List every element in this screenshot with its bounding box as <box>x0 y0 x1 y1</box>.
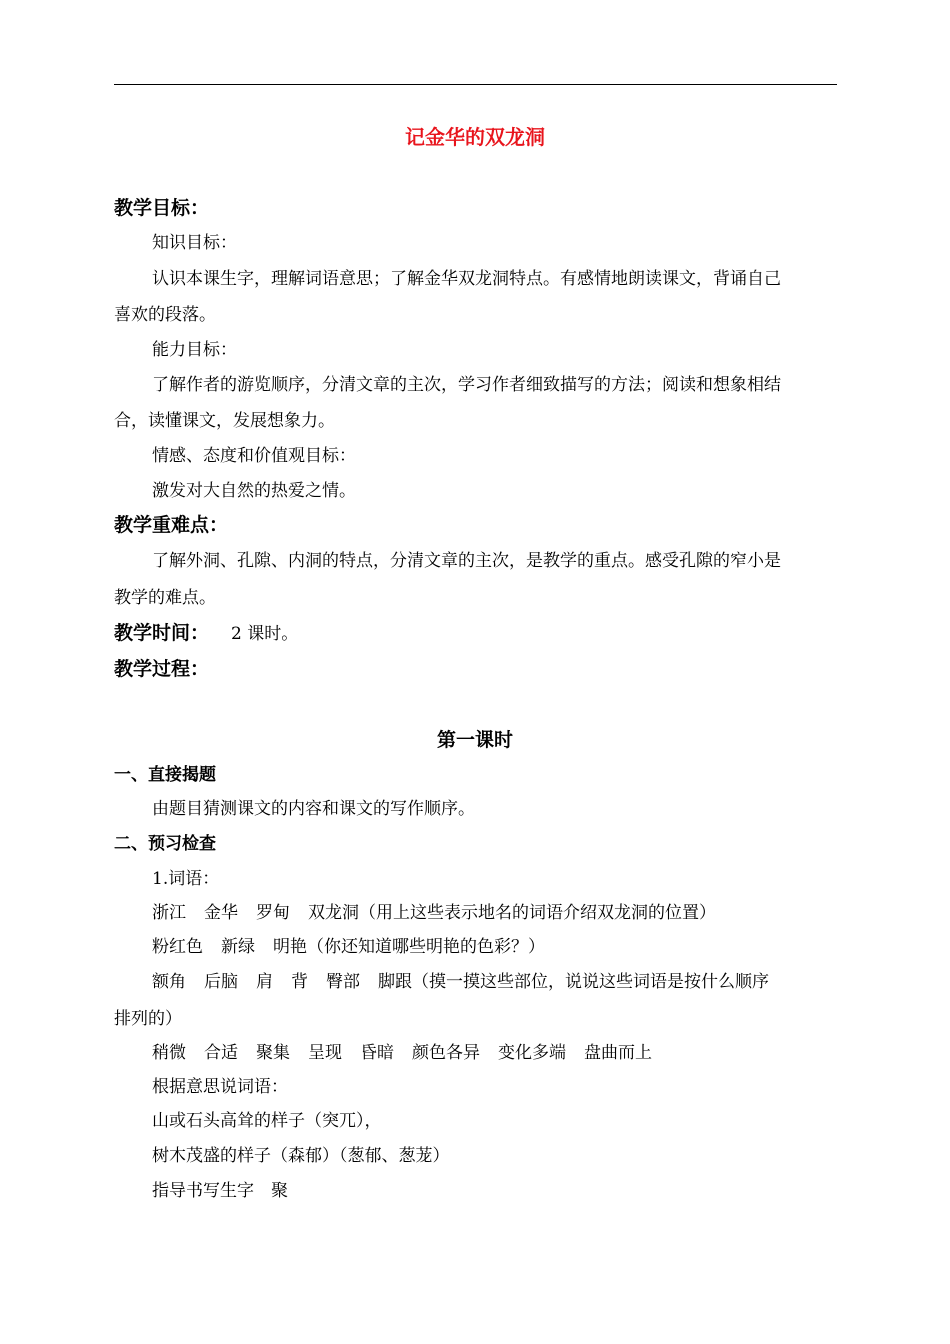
writing-guide: 指导书写生字 聚 <box>152 1181 288 1201</box>
vocab-word: 粉红色 <box>152 937 203 957</box>
section-1-heading: 一、直接揭题 <box>114 765 216 785</box>
ability-label: 能力目标： <box>152 340 237 360</box>
emotion-text: 激发对大自然的热爱之情。 <box>152 481 356 501</box>
vocab-row-4 <box>152 1042 670 1064</box>
document-title: 记金华的双龙洞 <box>405 125 545 149</box>
process-heading: 教学过程： <box>114 658 210 680</box>
meaning-label: 根据意思说词语： <box>152 1077 288 1097</box>
header-rule <box>114 84 837 85</box>
vocab-word: 罗甸 <box>256 903 290 923</box>
lesson-title: 第一课时 <box>436 729 513 751</box>
section-2-heading: 二、预习检查 <box>114 834 216 854</box>
knowledge-label: 知识目标： <box>152 233 237 253</box>
vocab-word: 浙江 <box>152 903 186 923</box>
vocab-word: 盘曲而上 <box>584 1043 652 1063</box>
vocab-word: 呈现 <box>308 1043 342 1063</box>
vocab-word: 臀部 <box>326 972 360 992</box>
vocab-row-2 <box>152 936 563 958</box>
vocab-label: 1.词语： <box>152 869 220 889</box>
ability-text-2: 合，读懂课文，发展想象力。 <box>114 411 335 431</box>
vocab-word: 双龙洞（用上这些表示地名的词语介绍双龙洞的位置） <box>308 903 716 923</box>
vocab-word: 昏暗 <box>360 1043 394 1063</box>
ability-text-1: 了解作者的游览顺序，分清文章的主次，学习作者细致描写的方法；阅读和想象相结 <box>152 375 781 395</box>
time-heading <box>114 621 298 646</box>
vocab-word: 后脑 <box>204 972 238 992</box>
vocab-word: 明艳（你还知道哪些明艳的色彩？） <box>273 937 545 957</box>
vocab-row-3-cont: 排列的） <box>114 1009 182 1029</box>
section-1-text: 由题目猜测课文的内容和课文的写作顺序。 <box>152 799 475 819</box>
vocab-word: 聚集 <box>256 1043 290 1063</box>
knowledge-text-1: 认识本课生字，理解词语意思；了解金华双龙洞特点。有感情地朗读课文，背诵自己 <box>152 269 781 289</box>
key-points-text-1: 了解外洞、孔隙、内洞的特点，分清文章的主次，是教学的重点。感受孔隙的窄小是 <box>152 551 781 571</box>
objectives-heading: 教学目标： <box>114 197 210 219</box>
emotion-label: 情感、态度和价值观目标： <box>152 446 356 466</box>
key-points-heading: 教学重难点： <box>114 514 229 536</box>
vocab-row-3 <box>152 971 769 993</box>
vocab-word: 额角 <box>152 972 186 992</box>
time-label: 教学时间： <box>114 622 210 644</box>
vocab-word: 金华 <box>204 903 238 923</box>
vocab-word: 变化多端 <box>498 1043 566 1063</box>
vocab-word: 肩 <box>256 972 273 992</box>
vocab-word: 颜色各异 <box>412 1043 480 1063</box>
vocab-word: 脚跟（摸一摸这些部位，说说这些词语是按什么顺序 <box>378 972 769 992</box>
time-value: 2 课时。 <box>231 624 299 644</box>
key-points-text-2: 教学的难点。 <box>114 588 216 608</box>
knowledge-text-2: 喜欢的段落。 <box>114 305 216 325</box>
vocab-word: 合适 <box>204 1043 238 1063</box>
vocab-word: 稍微 <box>152 1043 186 1063</box>
meaning-2: 树木茂盛的样子（森郁）（葱郁、葱茏） <box>152 1146 450 1166</box>
vocab-word: 新绿 <box>221 937 255 957</box>
vocab-row-1 <box>152 902 734 924</box>
meaning-1: 山或石头高耸的样子（突兀）， <box>152 1111 382 1131</box>
vocab-word: 背 <box>291 972 308 992</box>
